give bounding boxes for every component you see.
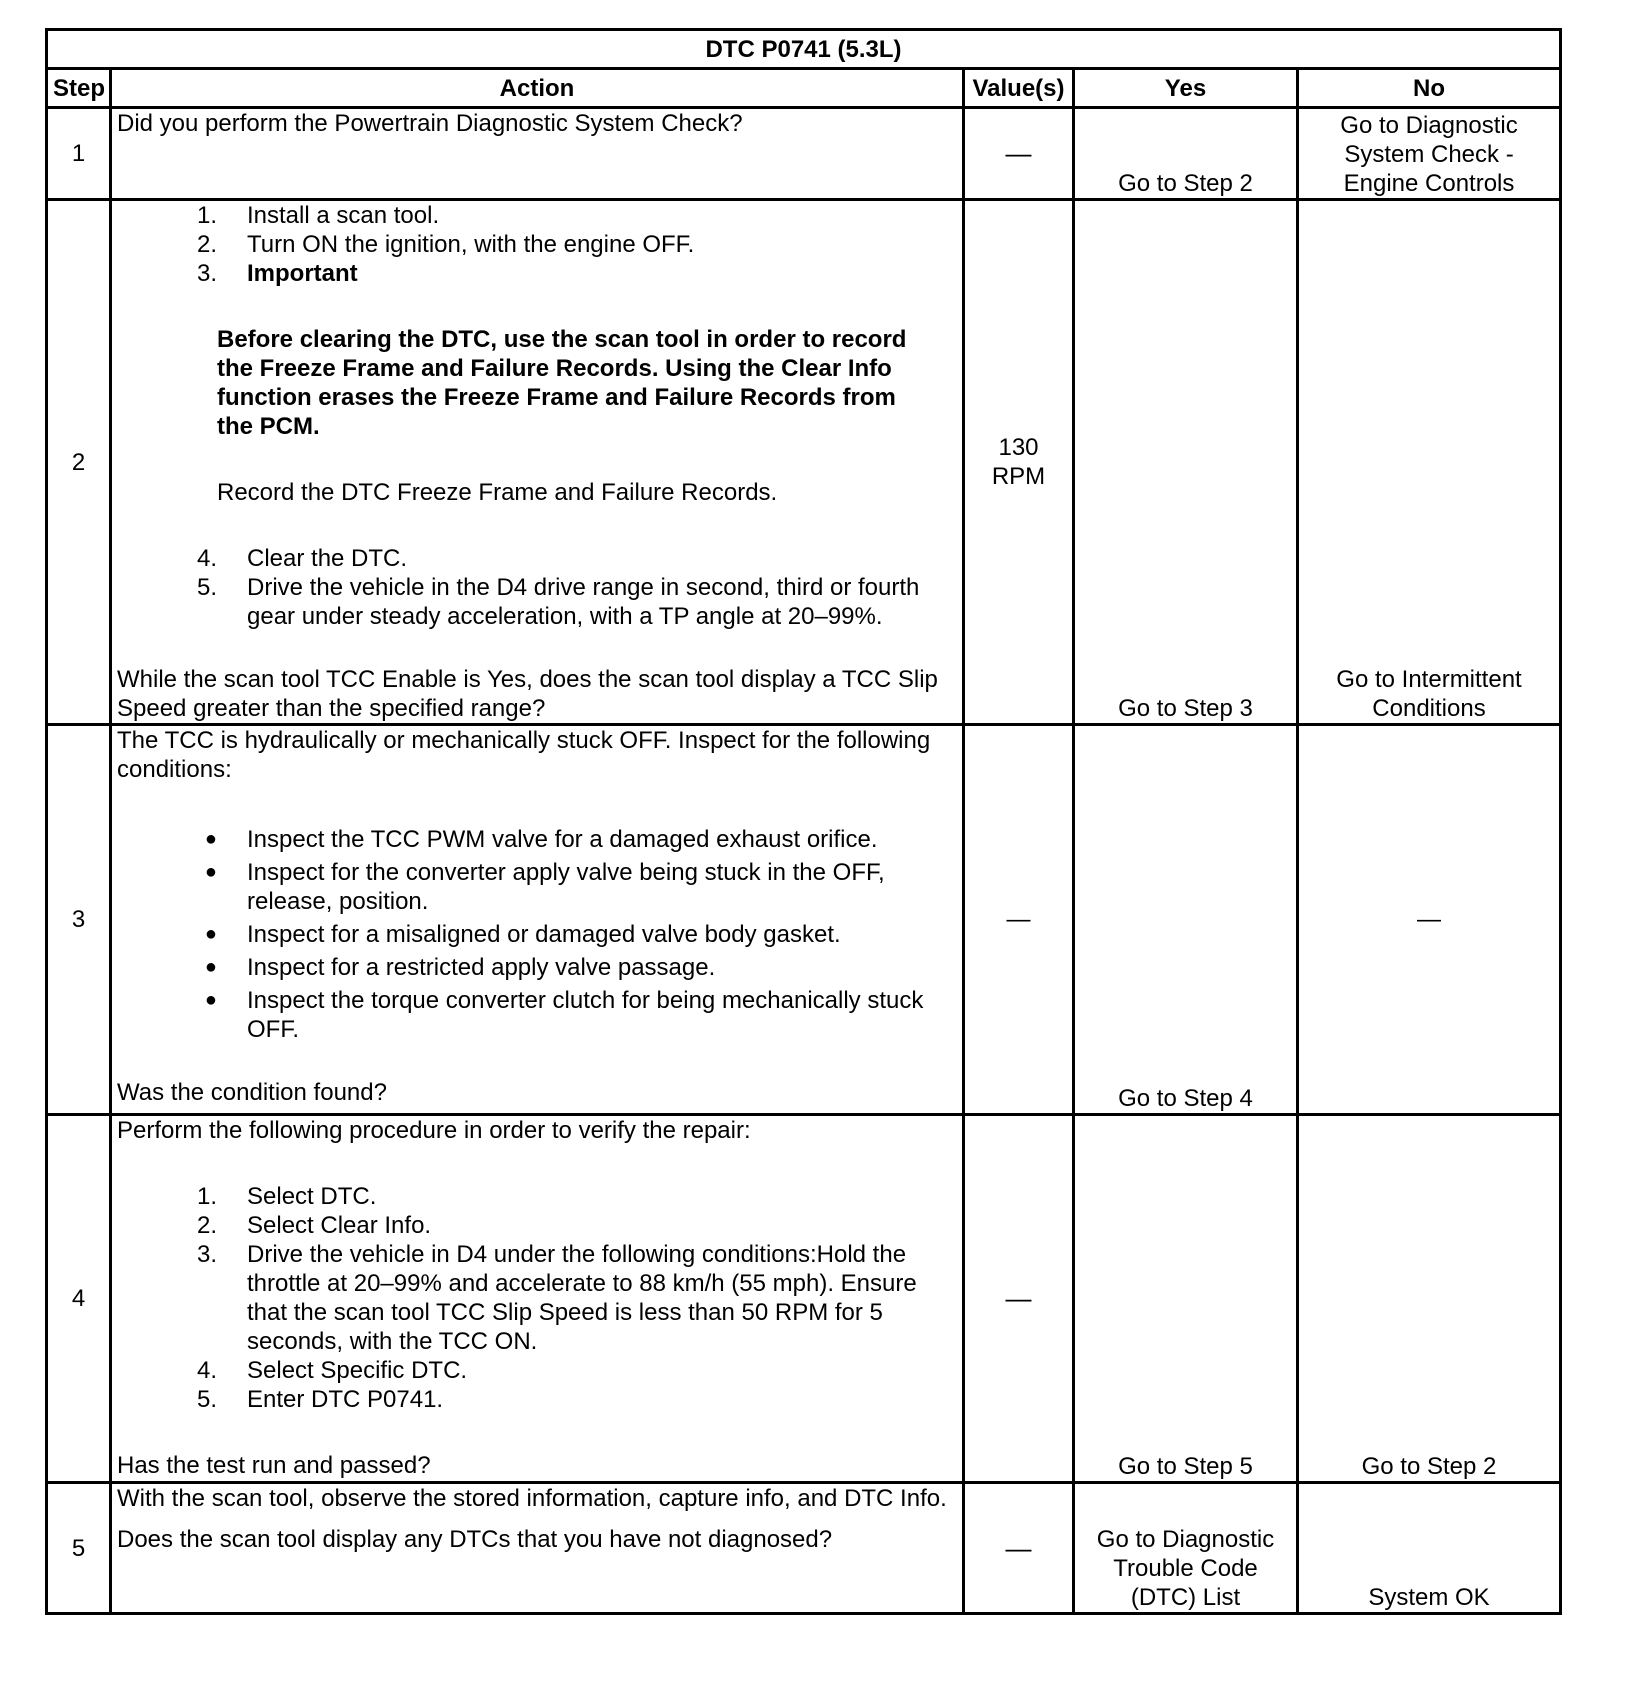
yes-cell: Go to Step 5 xyxy=(1074,1115,1298,1483)
step-number: 2 xyxy=(47,200,111,725)
list-item: ● Inspect the torque converter clutch for being mechanically stuck OFF. xyxy=(117,986,957,1044)
header-action: Action xyxy=(111,69,964,108)
yes-cell: Go to Step 4 xyxy=(1074,725,1298,1115)
table-row xyxy=(47,200,1561,725)
list-item: 2. Select Clear Info. xyxy=(196,1212,432,1239)
important-note: Before clearing the DTC, use the scan tool in order to record the Freeze Frame and Failure Records. Using the Clear Info function erases the Freeze Frame and Failure Records from the PCM. xyxy=(217,326,907,440)
value-cell xyxy=(964,200,1074,725)
list-item: 1. Select DTC. xyxy=(196,1183,377,1210)
step-number: 3 xyxy=(47,725,111,1115)
list-item: ● Inspect for the converter apply valve being stuck in the OFF, release, position. xyxy=(117,858,957,916)
action-text: Did you perform the Powertrain Diagnostic System Check? xyxy=(111,108,964,200)
procedure-list xyxy=(117,201,957,288)
list-item: ● Inspect the TCC PWM valve for a damaged exhaust orifice. xyxy=(117,825,957,854)
table-row xyxy=(47,1115,1561,1483)
bullet-icon: ● xyxy=(204,828,217,850)
list-item: 1. Install a scan tool. xyxy=(196,202,440,229)
step-number: 4 xyxy=(47,1115,111,1483)
yes-cell: Go to Diagnostic Trouble Code (DTC) List xyxy=(1074,1483,1298,1614)
action-cell xyxy=(111,725,964,1115)
procedure-list xyxy=(117,544,957,631)
question-text: While the scan tool TCC Enable is Yes, does the scan tool display a TCC Slip Speed greater than the specified range? xyxy=(117,666,938,722)
list-item: ● Inspect for a restricted apply valve passage. xyxy=(117,953,957,982)
header-row xyxy=(47,69,1561,108)
dtc-table xyxy=(45,28,1562,1615)
header-step: Step xyxy=(47,69,111,108)
intro-text: Perform the following procedure in order to verify the repair: xyxy=(117,1117,751,1144)
bullet-icon: ● xyxy=(204,923,217,945)
value-unit: RPM xyxy=(991,463,1046,490)
bullet-icon: ● xyxy=(204,989,217,1011)
list-item: 4. Select Specific DTC. xyxy=(196,1357,468,1384)
list-item: ● Inspect for a misaligned or damaged valve body gasket. xyxy=(117,920,957,949)
intro-text: The TCC is hydraulically or mechanically stuck OFF. Inspect for the following conditions: xyxy=(117,727,931,783)
procedure-list xyxy=(117,1182,957,1414)
question-text: Was the condition found? xyxy=(117,1079,387,1106)
table-row xyxy=(47,1483,1561,1614)
list-item: 2. Turn ON the ignition, with the engine OFF. xyxy=(196,231,695,258)
header-no: No xyxy=(1298,69,1561,108)
intro-text: With the scan tool, observe the stored information, capture info, and DTC Info. xyxy=(117,1485,947,1512)
no-cell: Go to Diagnostic System Check - Engine Controls xyxy=(1298,108,1561,200)
no-cell: System OK xyxy=(1298,1483,1561,1614)
value-cell: — xyxy=(964,1115,1074,1483)
step-number: 5 xyxy=(47,1483,111,1614)
question-text: Has the test run and passed? xyxy=(117,1452,431,1479)
table-title: DTC P0741 (5.3L) xyxy=(47,30,1561,69)
header-yes: Yes xyxy=(1074,69,1298,108)
record-instruction: Record the DTC Freeze Frame and Failure Records. xyxy=(217,479,778,506)
list-item: 4. Clear the DTC. xyxy=(196,545,408,572)
action-cell xyxy=(111,1115,964,1483)
list-item: 5. Drive the vehicle in the D4 drive range in second, third or fourth gear under steady acceleration, with a TP angle at 20–99%. xyxy=(196,574,920,630)
action-cell xyxy=(111,200,964,725)
no-cell: — xyxy=(1298,725,1561,1115)
list-item: 3. Drive the vehicle in D4 under the following conditions:Hold the throttle at 20–99% and accelerate to 88 km/h (55 mph). Ensure that the scan tool TCC Slip Speed is less than 50 RPM for 5 seconds, with the TCC ON. xyxy=(196,1241,917,1355)
important-label: Important xyxy=(247,260,358,287)
value-cell: — xyxy=(964,1483,1074,1614)
list-item: 5. Enter DTC P0741. xyxy=(196,1386,444,1413)
no-cell: Go to Step 2 xyxy=(1298,1115,1561,1483)
yes-cell: Go to Step 3 xyxy=(1074,200,1298,725)
condition-list xyxy=(117,825,957,1044)
value-cell: — xyxy=(964,725,1074,1115)
value-number: 130 xyxy=(998,434,1039,461)
question-text: Does the scan tool display any DTCs that you have not diagnosed? xyxy=(117,1526,833,1553)
yes-cell: Go to Step 2 xyxy=(1074,108,1298,200)
table-row xyxy=(47,108,1561,200)
no-cell: Go to Intermittent Conditions xyxy=(1298,200,1561,725)
step-number: 1 xyxy=(47,108,111,200)
list-item: 3. Important xyxy=(117,259,957,288)
bullet-icon: ● xyxy=(204,861,217,883)
value-cell: — xyxy=(964,108,1074,200)
table-row xyxy=(47,725,1561,1115)
header-values: Value(s) xyxy=(964,69,1074,108)
bullet-icon: ● xyxy=(204,956,217,978)
action-cell xyxy=(111,1483,964,1614)
